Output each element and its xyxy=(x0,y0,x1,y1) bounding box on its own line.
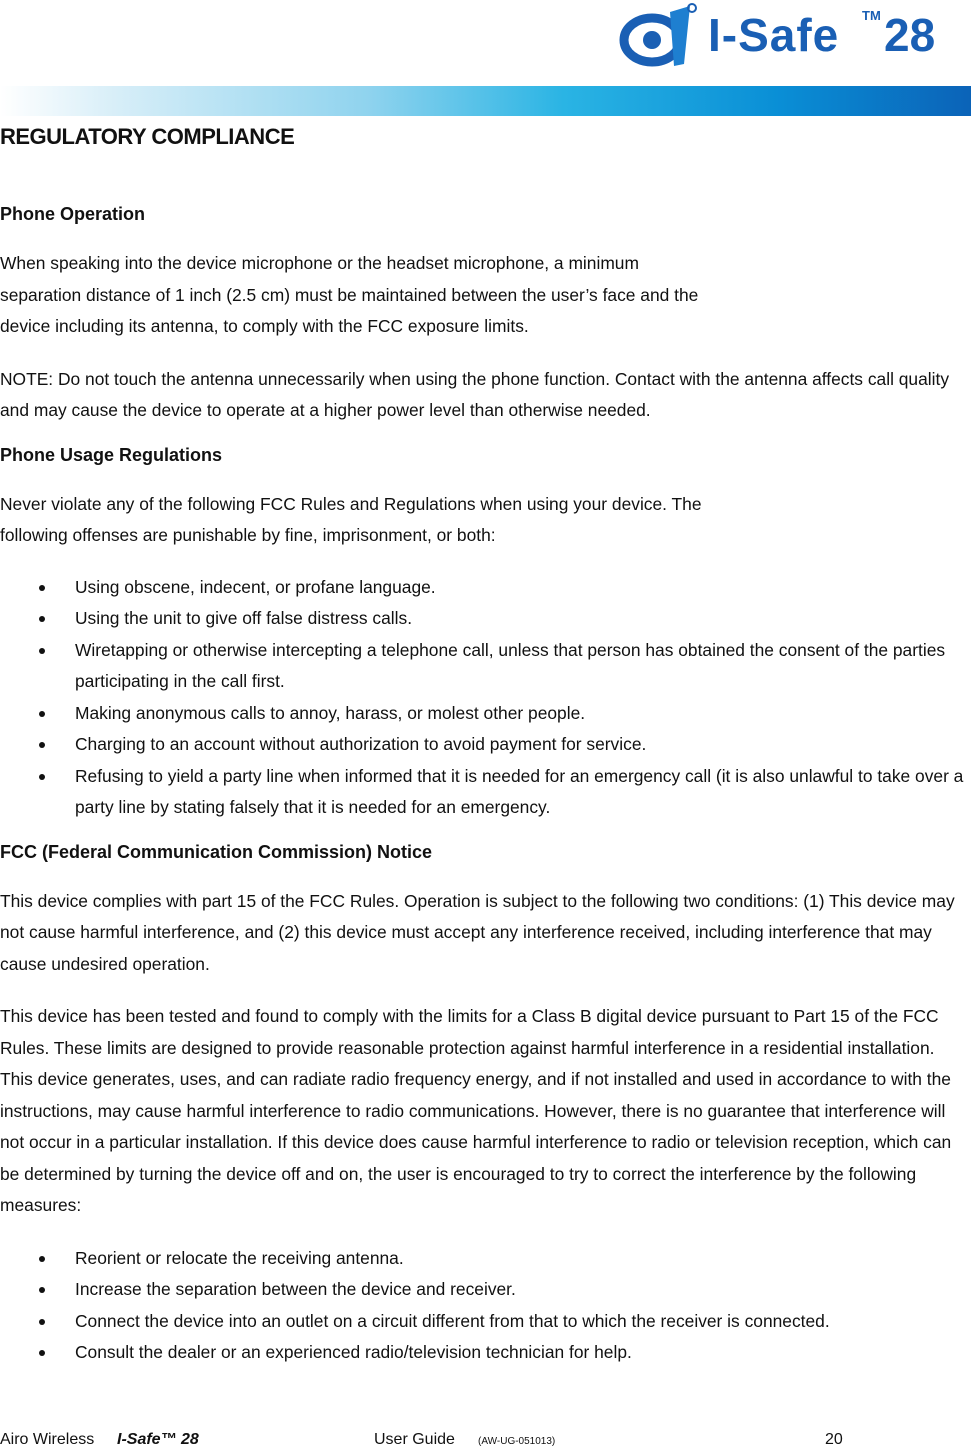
i-safe-logo xyxy=(616,2,966,70)
logo-number: 28 xyxy=(884,9,936,61)
prohibited-uses-list xyxy=(0,572,971,824)
document-body xyxy=(0,122,971,1369)
page-number: 20 xyxy=(825,1431,843,1448)
logo-trademark: TM xyxy=(862,8,881,23)
antenna-note: NOTE: Do not touch the antenna unnecessarily when using the phone function. Contact with the antenna affects call quality and may cause the device to operate at a higher power level than otherwise needed. xyxy=(0,368,950,420)
phone-operation-heading: Phone Operation xyxy=(0,204,146,224)
footer-company: Airo Wireless xyxy=(0,1431,95,1448)
list-item: Connect the device into an outlet on a circuit different from that to which the receiver is connected. xyxy=(0,1306,971,1338)
list-item: Increase the separation between the device and receiver. xyxy=(0,1274,971,1306)
phone-usage-intro-line: Never violate any of the following FCC Rules and Regulations when using your device. The xyxy=(0,493,702,514)
page-header xyxy=(0,0,971,120)
footer-guide: User Guide xyxy=(374,1431,455,1448)
logo-mark-icon xyxy=(616,2,702,70)
phone-operation-paragraph xyxy=(0,248,971,343)
logo-text: I-Safe xyxy=(708,9,840,61)
list-item: Charging to an account without authorization to avoid payment for service. xyxy=(0,729,971,761)
list-item: Wiretapping or otherwise intercepting a telephone call, unless that person has obtained the consent of the parties participating in the call first. xyxy=(0,635,971,698)
list-item: Using obscene, indecent, or profane language. xyxy=(0,572,971,604)
page-footer xyxy=(0,1428,971,1452)
footer-product: I-Safe™ 28 xyxy=(117,1431,199,1448)
list-item: Making anonymous calls to annoy, harass, or molest other people. xyxy=(0,698,971,730)
page-title: REGULATORY COMPLIANCE xyxy=(0,124,295,149)
phone-usage-heading: Phone Usage Regulations xyxy=(0,444,223,465)
list-item: Reorient or relocate the receiving antenna. xyxy=(0,1243,971,1275)
fcc-notice-heading: FCC (Federal Communication Commission) Notice xyxy=(0,841,433,862)
footer-doc-code: (AW-UG-051013) xyxy=(478,1436,556,1447)
list-item: Using the unit to give off false distress calls. xyxy=(0,603,971,635)
fcc-paragraph-1: This device complies with part 15 of the FCC Rules. Operation is subject to the following two conditions: (1) This device may not cause harmful interference, and (2) this device must accept any interference received, including interference that may cause undesired operation. xyxy=(0,890,955,974)
phone-operation-line: device including its antenna, to comply with the FCC exposure limits. xyxy=(0,316,529,336)
phone-usage-intro-line: following offenses are punishable by fine, imprisonment, or both: xyxy=(0,525,496,545)
list-item: Consult the dealer or an experienced radio/television technician for help. xyxy=(0,1337,971,1369)
phone-operation-line: separation distance of 1 inch (2.5 cm) must be maintained between the user’s face and the xyxy=(0,284,699,305)
interference-measures-list xyxy=(0,1243,971,1369)
phone-operation-line: When speaking into the device microphone or the headset microphone, a minimum xyxy=(0,253,639,273)
list-item: Refusing to yield a party line when informed that it is needed for an emergency call (it is also unlawful to take over a party line by stating falsely that it is needed for an emergency. xyxy=(0,761,971,824)
header-gradient-bar xyxy=(0,86,971,116)
fcc-paragraph-2: This device has been tested and found to comply with the limits for a Class B digital device pursuant to Part 15 of the FCC Rules. These limits are designed to provide reasonable protection against harmful interference in a residential installation. This device generates, uses, and can radiate radio frequency energy, and if not installed and used in accordance to with the instructions, may cause harmful interference to radio communications. However, there is no guarantee that interference will not occur in a particular installation. If this device does cause harmful interference to radio or television reception, which can be determined by turning the device off and on, the user is encouraged to try to correct the interference by the following measures: xyxy=(0,1006,952,1215)
phone-usage-intro xyxy=(0,489,971,552)
